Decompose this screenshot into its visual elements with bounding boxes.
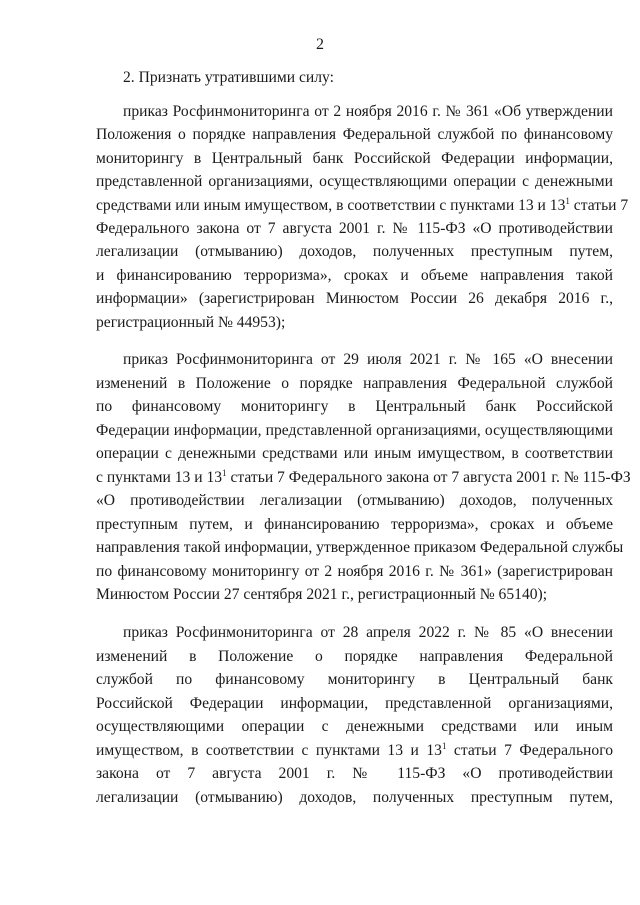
text-line: Положения о порядке направления Федеральной службой по финансовому [96,126,613,143]
text-line: «О противодействии легализации (отмыванию) доходов, полученных [96,492,613,509]
text-line: Российской Федерации информации, представленной организациями, [96,695,613,712]
text-line: изменений в Положение о порядке направления Федеральной службой [96,375,613,392]
text-line: по финансовому мониторингу в Центральный банк Российской [96,398,613,415]
text-line: представленной организациями, осуществляющими операции с денежными [96,173,613,190]
text-line: приказ Росфинмониторинга от 2 ноября 2016 г. № 361 «Об утверждении [123,103,613,120]
text-line: Минюстом России 27 сентября 2021 г., регистрационный № 65140); [96,586,548,603]
text-line: Федерального закона от 7 августа 2001 г. № 115-ФЗ «О противодействии [96,220,613,237]
text-line: закона от 7 августа 2001 г. № 115-ФЗ «О противодействии [96,765,613,782]
text-line: Федерации информации, представленной организациями, осуществляющими [96,422,613,439]
text-line: приказ Росфинмониторинга от 28 апреля 2022 г. № 85 «О внесении [123,624,613,641]
text-line: имуществом, в соответствии с пунктами 13 и $13^1$ статьи 7 Федерального [96,741,613,759]
text-line: службой по финансовому мониторингу в Центральный банк [96,671,613,688]
text-line: мониторингу в Центральный банк Российской Федерации информации, [96,150,613,167]
text-line: по финансовому мониторингу от 2 ноября 2016 г. № 361» (зарегистрирован [96,563,613,580]
text-line: приказ Росфинмониторинга от 29 июля 2021 г. № 165 «О внесении [123,351,613,368]
text-line: легализации (отмыванию) доходов, полученных преступным путем, [96,789,613,806]
item-heading: 2. Признать утратившими силу: [123,69,334,86]
text-line: направления такой информации, утвержденное приказом Федеральной службы [96,539,624,556]
text-line: легализации (отмыванию) доходов, полученных преступным путем, [96,243,613,260]
superscript: 1 [565,196,570,206]
text-line: информации» (зарегистрирован Минюстом России 26 декабря 2016 г., [96,290,613,307]
page-number: 2 [316,36,324,53]
text-line: осуществляющими операции с денежными средствами или иным [96,718,613,735]
text-line: изменений в Положение о порядке направления Федеральной [96,648,613,665]
superscript: 1 [441,741,447,751]
text-line: средствами или иным имуществом, в соответствии с пунктами 13 и $13^1$ статьи 7 [96,196,629,214]
text-line: операции с денежными средствами или иным имуществом, в соответствии [96,445,613,462]
text-line: с пунктами 13 и $13^1$ статьи 7 Федерального закона от 7 августа 2001 г. № 115-ФЗ [96,468,631,486]
text-line: преступным путем, и финансированию терроризма», сроках и объеме [96,516,613,533]
text-line: регистрационный № 44953); [96,314,286,331]
text-line: и финансированию терроризма», сроках и объеме направления такой [96,267,613,284]
superscript: 1 [222,468,227,478]
